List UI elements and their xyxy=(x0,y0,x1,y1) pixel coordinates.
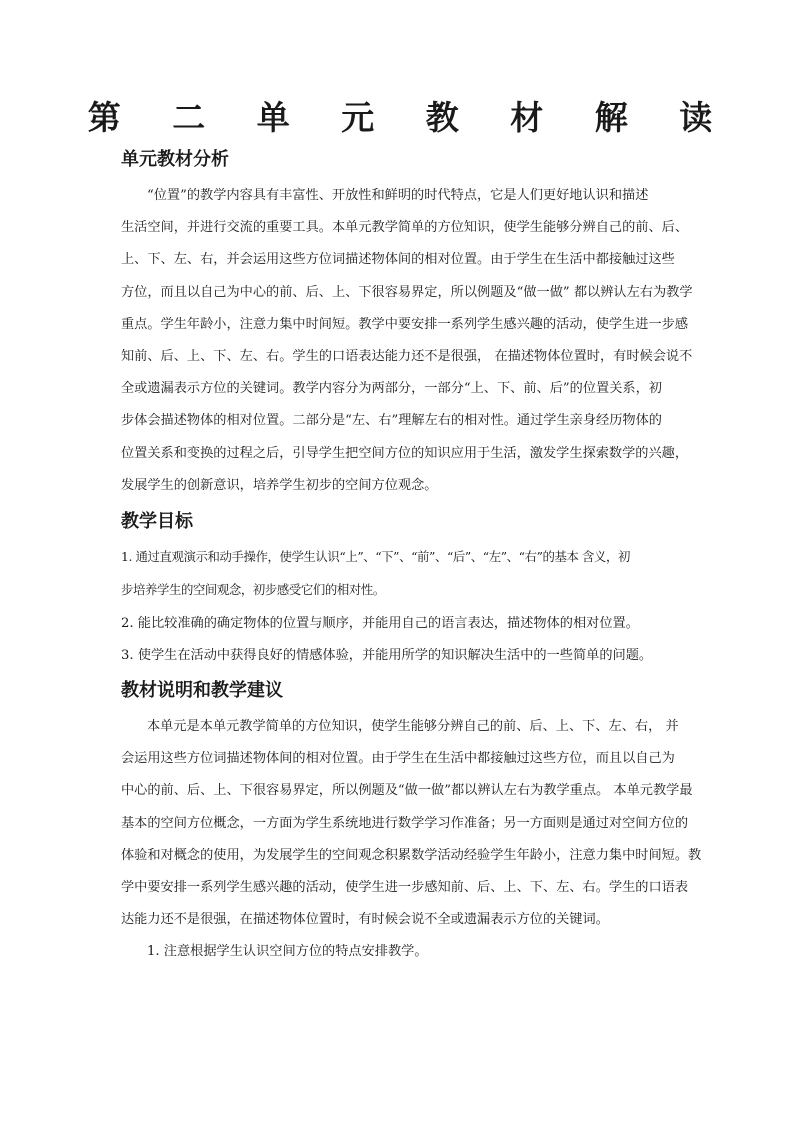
list-item-continuation: 步培养学生的空间观念，初步感受它们的相对性。 xyxy=(121,582,385,597)
paragraph-line: 生活空间，并进行交流的重要工具。本单元教学简单的方位知识，使学生能够分辨自己的前、后、 xyxy=(121,220,689,236)
paragraph-line: 本单元是本单元教学简单的方位知识，使学生能够分辨自己的前、后、上、下、左、右， 并 xyxy=(147,719,679,734)
paragraph-line: 位置关系和变换的过程之后，引导学生把空间方位的知识应用于生活，激发学生探索数学的兴趣， xyxy=(121,445,689,461)
list-item: 3. 使学生在活动中获得良好的情感体验，并能用所学的知识解决生活中的一些简单的问题。 xyxy=(121,648,653,663)
paragraph-line: 知前、后、上、下、左、右。学生的口语表达能力还不是很强， 在描述物体位置时，有时候会说不 xyxy=(121,348,693,364)
paragraph-line: “位置”的教学内容具有丰富性、开放性和鲜明的时代特点，它是人们更好地认识和描述 xyxy=(147,188,649,203)
list-item: 1. 通过直观演示和动手操作，使学生认识“上”、“下”、“前”、“后”、“左”、“右”的基本 含义，初 xyxy=(121,549,630,564)
paragraph-line: 基本的空间方位概念，一方面为学生系统地进行数学学习作准备；另一方面则是通过对空间方位的 xyxy=(121,815,689,831)
paragraph-line: 步体会描述物体的相对位置。二部分是“左、右”理解左右的相对性。通过学生亲身经历物体的 xyxy=(121,413,662,429)
section-heading-suggestions: 教材说明和教学建议 xyxy=(121,680,283,701)
sub-list-item: 1. 注意根据学生认识空间方位的特点安排教学。 xyxy=(147,944,428,960)
paragraph-line: 中心的前、后、上、下很容易界定，所以例题及“做一做”都以辨认左右为教学重点。 本单元教学最 xyxy=(121,783,693,799)
paragraph-line: 上、下、左、右，并会运用这些方位词描述物体间的相对位置。由于学生在生活中都接触过这些 xyxy=(121,252,675,268)
section-heading-analysis: 单元教材分析 xyxy=(121,149,229,170)
paragraph-line: 达能力还不是很强，在描述物体位置时，有时候会说不全或遗漏表示方位的关键词。 xyxy=(121,912,609,928)
paragraph-line: 体验和对概念的使用，为发展学生的空间观念积累数学活动经验学生年龄小，注意力集中时间短。教 xyxy=(121,847,702,863)
paragraph-line: 学中要安排一系列学生感兴趣的活动，使学生进一步感知前、后、上、下、左、右。学生的口语表 xyxy=(121,879,689,895)
analysis-paragraph xyxy=(121,180,693,502)
suggestions-paragraph xyxy=(121,711,702,969)
section-heading-goals: 教学目标 xyxy=(121,511,193,532)
paragraph-line: 会运用这些方位词描述物体间的相对位置。由于学生在生活中都接触过这些方位，而且以自己为 xyxy=(121,751,675,767)
page-title: 第 二 单 元 教 材 解 读 xyxy=(87,98,733,137)
paragraph-line: 全或遗漏表示方位的关键词。教学内容分为两部分，一部分“上、下、前、后”的位置关系，初 xyxy=(121,381,662,397)
paragraph-line: 发展学生的创新意识，培养学生初步的空间方位观念。 xyxy=(121,477,438,493)
paragraph-line: 方位，而且以自己为中心的前、后、上、下很容易界定，所以例题及“做一做” 都以辨认左右为教学 xyxy=(121,284,693,300)
list-item: 2. 能比较准确的确定物体的位置与顺序，并能用自己的语言表达，描述物体的相对位置。 xyxy=(121,616,639,631)
paragraph-line: 重点。学生年龄小，注意力集中时间短。教学中要安排一系列学生感兴趣的活动，使学生进一步感 xyxy=(121,316,689,332)
goals-list xyxy=(121,545,691,668)
